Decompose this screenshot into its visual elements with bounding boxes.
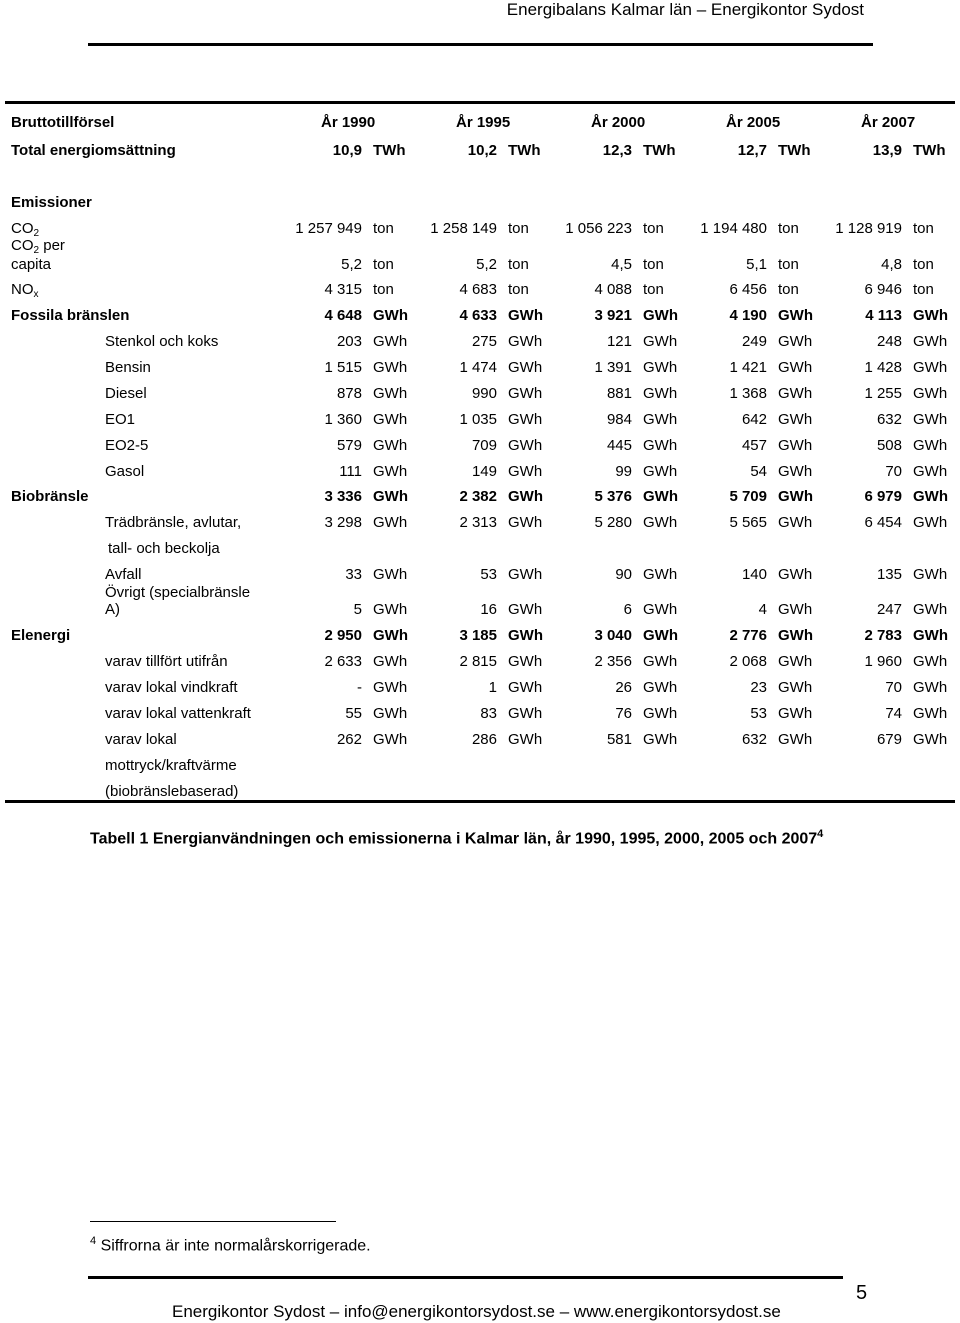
fossil-item-value: 54 bbox=[750, 463, 767, 480]
co2-per-capita-unit: ton bbox=[913, 256, 934, 273]
fossil-item-unit: GWh bbox=[643, 437, 678, 454]
fossil-item-value: 70 bbox=[885, 463, 902, 480]
bio-avfall-value: 135 bbox=[876, 566, 902, 583]
fossil-item-unit: GWh bbox=[913, 437, 948, 454]
el-item-value: 74 bbox=[885, 705, 902, 722]
bio-unit: GWh bbox=[778, 488, 813, 505]
row-label-bio: Biobränsle bbox=[11, 488, 89, 505]
fossil-item-value: 508 bbox=[876, 437, 902, 454]
fossil-value: 4 648 bbox=[324, 307, 362, 324]
column-header-year: År 2007 bbox=[861, 114, 916, 131]
el-item-unit: GWh bbox=[778, 653, 813, 670]
el-item-unit: GWh bbox=[508, 679, 543, 696]
co2-value: 1 258 149 bbox=[430, 220, 497, 237]
co2-per-capita-suffix: per bbox=[39, 237, 65, 254]
row-label-avfall: Avfall bbox=[105, 566, 142, 583]
bio-trad-unit: GWh bbox=[778, 514, 813, 531]
row-label-mottryck-line2: mottryck/kraftvärme bbox=[105, 757, 237, 774]
row-label-fossil-item: EO1 bbox=[105, 411, 136, 428]
bio-trad-value: 3 298 bbox=[324, 514, 362, 531]
fossil-item-value: 1 515 bbox=[324, 359, 362, 376]
el-item-value: 26 bbox=[615, 679, 632, 696]
el-item-unit: GWh bbox=[643, 653, 678, 670]
fossil-item-value: 709 bbox=[471, 437, 497, 454]
fossil-value: 4 633 bbox=[459, 307, 497, 324]
bio-avfall-unit: GWh bbox=[373, 566, 408, 583]
co2-per-capita-unit: ton bbox=[643, 256, 664, 273]
co2-per-capita-value: 5,1 bbox=[746, 256, 767, 273]
row-label-fossil-item: Gasol bbox=[105, 463, 145, 480]
el-item-value: 53 bbox=[750, 705, 767, 722]
fossil-item-unit: GWh bbox=[643, 463, 678, 480]
el-item-value: 70 bbox=[885, 679, 902, 696]
total-value: 10,9 bbox=[332, 142, 362, 159]
row-label-capita: capita bbox=[11, 256, 52, 273]
el-unit: GWh bbox=[508, 627, 543, 644]
co2-per-capita-value: 5,2 bbox=[341, 256, 362, 273]
nox-unit: ton bbox=[373, 281, 394, 298]
el-item-value: 76 bbox=[615, 705, 632, 722]
row-label-fossil-item: EO2-5 bbox=[105, 437, 149, 454]
bio-unit: GWh bbox=[913, 488, 948, 505]
bio-ovrigt-unit: GWh bbox=[508, 601, 543, 618]
co2-unit: ton bbox=[373, 220, 394, 237]
bio-ovrigt-unit: GWh bbox=[373, 601, 408, 618]
co2-unit: ton bbox=[778, 220, 799, 237]
el-item-value: 2 356 bbox=[594, 653, 632, 670]
fossil-item-unit: GWh bbox=[643, 385, 678, 402]
el-item-unit: GWh bbox=[643, 705, 678, 722]
el-item-unit: GWh bbox=[778, 679, 813, 696]
el-value: 2 950 bbox=[324, 627, 362, 644]
row-label-mottryck-line3: (biobränslebaserad) bbox=[105, 783, 239, 800]
footer-contact: Energikontor Sydost – info@energikontorsydost.se – www.energikontorsydost.se bbox=[172, 1302, 781, 1321]
bio-value: 5 709 bbox=[729, 488, 767, 505]
column-header-year: År 1995 bbox=[456, 114, 511, 131]
fossil-item-unit: GWh bbox=[373, 359, 408, 376]
row-label-nox-text: NO bbox=[11, 281, 34, 298]
fossil-unit: GWh bbox=[778, 307, 813, 324]
footer-rule bbox=[88, 1276, 843, 1279]
bio-trad-unit: GWh bbox=[643, 514, 678, 531]
row-label-trad-line2: tall- och beckolja bbox=[108, 540, 220, 557]
el-mottryck-unit: GWh bbox=[373, 731, 408, 748]
fossil-item-unit: GWh bbox=[373, 437, 408, 454]
el-item-unit: GWh bbox=[913, 705, 948, 722]
nox-unit: ton bbox=[778, 281, 799, 298]
row-label-ovrigt-line2: A) bbox=[105, 601, 120, 618]
el-mottryck-unit: GWh bbox=[508, 731, 543, 748]
fossil-item-value: 1 360 bbox=[324, 411, 362, 428]
el-unit: GWh bbox=[778, 627, 813, 644]
fossil-value: 4 113 bbox=[865, 307, 902, 324]
el-item-value: 1 bbox=[488, 679, 497, 696]
table-bottom-rule bbox=[5, 800, 955, 803]
co2-per-capita-unit: ton bbox=[508, 256, 529, 273]
column-header-year: År 2000 bbox=[591, 114, 646, 131]
page-number: 5 bbox=[856, 1282, 868, 1304]
table-caption bbox=[90, 824, 870, 849]
bio-value: 5 376 bbox=[594, 488, 632, 505]
fossil-item-unit: GWh bbox=[373, 411, 408, 428]
row-label-el: Elenergi bbox=[11, 627, 71, 644]
total-value: 13,9 bbox=[872, 142, 902, 159]
el-mottryck-value: 679 bbox=[876, 731, 902, 748]
fossil-item-unit: GWh bbox=[373, 385, 408, 402]
fossil-item-value: 275 bbox=[471, 333, 497, 350]
el-item-unit: GWh bbox=[643, 679, 678, 696]
footnote-text: Siffrorna är inte normalårskorrigerade. bbox=[96, 1237, 371, 1255]
bio-avfall-unit: GWh bbox=[643, 566, 678, 583]
fossil-item-unit: GWh bbox=[643, 359, 678, 376]
fossil-item-unit: GWh bbox=[913, 463, 948, 480]
column-header-year: År 2005 bbox=[726, 114, 781, 131]
fossil-item-value: 1 391 bbox=[594, 359, 632, 376]
fossil-item-unit: GWh bbox=[508, 463, 543, 480]
fossil-item-value: 149 bbox=[471, 463, 497, 480]
column-header-year: År 1990 bbox=[321, 114, 376, 131]
bio-ovrigt-value: 6 bbox=[623, 601, 632, 618]
co2-unit: ton bbox=[508, 220, 529, 237]
el-mottryck-unit: GWh bbox=[913, 731, 948, 748]
fossil-item-value: 445 bbox=[606, 437, 632, 454]
row-label-fossil-item: Stenkol och koks bbox=[105, 333, 219, 350]
nox-value: 4 088 bbox=[594, 281, 632, 298]
row-label-co2-text: CO bbox=[11, 220, 34, 237]
fossil-item-unit: GWh bbox=[913, 385, 948, 402]
el-mottryck-unit: GWh bbox=[778, 731, 813, 748]
bio-trad-unit: GWh bbox=[508, 514, 543, 531]
el-unit: GWh bbox=[373, 627, 408, 644]
fossil-item-value: 99 bbox=[615, 463, 632, 480]
total-unit: TWh bbox=[778, 142, 811, 159]
row-label-el-item: varav tillfört utifrån bbox=[105, 653, 228, 670]
bio-unit: GWh bbox=[643, 488, 678, 505]
fossil-item-value: 457 bbox=[741, 437, 767, 454]
el-item-value: 1 960 bbox=[864, 653, 902, 670]
column-header-label: Bruttotillförsel bbox=[11, 114, 115, 131]
fossil-unit: GWh bbox=[508, 307, 543, 324]
fossil-item-value: 1 421 bbox=[729, 359, 767, 376]
el-mottryck-value: 262 bbox=[336, 731, 362, 748]
bio-trad-unit: GWh bbox=[913, 514, 948, 531]
row-label-fossil: Fossila bränslen bbox=[11, 307, 130, 324]
running-header: Energibalans Kalmar län – Energikontor Sydost bbox=[506, 0, 864, 19]
el-item-value: 2 068 bbox=[729, 653, 767, 670]
fossil-value: 4 190 bbox=[729, 307, 767, 324]
el-item-unit: GWh bbox=[508, 705, 543, 722]
nox-value: 4 315 bbox=[324, 281, 362, 298]
fossil-item-value: 1 474 bbox=[459, 359, 497, 376]
footnote bbox=[90, 1231, 371, 1256]
fossil-item-unit: GWh bbox=[508, 437, 543, 454]
footnote-rule bbox=[90, 1221, 336, 1222]
fossil-item-unit: GWh bbox=[508, 385, 543, 402]
row-label-nox bbox=[11, 281, 39, 301]
co2-per-capita-unit: ton bbox=[373, 256, 394, 273]
row-label-co2-per-capita bbox=[11, 237, 65, 257]
el-item-value: 2 633 bbox=[324, 653, 362, 670]
fossil-item-unit: GWh bbox=[508, 411, 543, 428]
co2-per-capita-value: 5,2 bbox=[476, 256, 497, 273]
total-unit: TWh bbox=[913, 142, 946, 159]
nox-value: 6 946 bbox=[864, 281, 902, 298]
bio-avfall-value: 90 bbox=[615, 566, 632, 583]
fossil-item-value: 1 368 bbox=[729, 385, 767, 402]
el-item-unit: GWh bbox=[373, 653, 408, 670]
fossil-item-value: 881 bbox=[606, 385, 632, 402]
co2-per-capita-value: 4,8 bbox=[881, 256, 902, 273]
fossil-item-unit: GWh bbox=[778, 463, 813, 480]
fossil-item-unit: GWh bbox=[778, 333, 813, 350]
fossil-item-unit: GWh bbox=[778, 437, 813, 454]
nox-unit: ton bbox=[643, 281, 664, 298]
fossil-item-unit: GWh bbox=[643, 333, 678, 350]
el-item-value: - bbox=[357, 679, 362, 696]
bio-value: 6 979 bbox=[864, 488, 902, 505]
fossil-item-value: 111 bbox=[339, 463, 362, 480]
fossil-item-value: 249 bbox=[741, 333, 767, 350]
nox-unit: ton bbox=[913, 281, 934, 298]
el-item-unit: GWh bbox=[913, 679, 948, 696]
fossil-unit: GWh bbox=[643, 307, 678, 324]
section-title-emissions: Emissioner bbox=[11, 194, 92, 211]
row-label-fossil-item: Diesel bbox=[105, 385, 147, 402]
el-unit: GWh bbox=[913, 627, 948, 644]
el-item-unit: GWh bbox=[508, 653, 543, 670]
bio-ovrigt-unit: GWh bbox=[913, 601, 948, 618]
co2-value: 1 257 949 bbox=[295, 220, 362, 237]
row-label-nox-subscript: x bbox=[33, 289, 39, 300]
table-top-rule bbox=[5, 101, 955, 104]
co2-value: 1 128 919 bbox=[835, 220, 902, 237]
bio-trad-value: 5 280 bbox=[594, 514, 632, 531]
el-value: 3 040 bbox=[594, 627, 632, 644]
co2-per-capita-value: 4,5 bbox=[611, 256, 632, 273]
bio-avfall-value: 33 bbox=[345, 566, 362, 583]
bio-ovrigt-unit: GWh bbox=[643, 601, 678, 618]
co2-per-capita-subscript: 2 bbox=[33, 245, 40, 256]
nox-value: 6 456 bbox=[729, 281, 767, 298]
el-item-value: 83 bbox=[480, 705, 497, 722]
bio-trad-value: 2 313 bbox=[459, 514, 497, 531]
total-unit: TWh bbox=[643, 142, 676, 159]
bio-avfall-value: 140 bbox=[741, 566, 767, 583]
bio-unit: GWh bbox=[508, 488, 543, 505]
el-value: 2 783 bbox=[864, 627, 902, 644]
co2-unit: ton bbox=[643, 220, 664, 237]
el-item-value: 55 bbox=[345, 705, 362, 722]
el-item-unit: GWh bbox=[373, 705, 408, 722]
nox-unit: ton bbox=[508, 281, 529, 298]
el-item-value: 2 815 bbox=[459, 653, 497, 670]
fossil-item-unit: GWh bbox=[778, 385, 813, 402]
fossil-item-value: 878 bbox=[336, 385, 362, 402]
fossil-item-unit: GWh bbox=[913, 333, 948, 350]
el-value: 3 185 bbox=[459, 627, 497, 644]
fossil-item-value: 1 255 bbox=[864, 385, 902, 402]
co2-value: 1 056 223 bbox=[565, 220, 632, 237]
row-label-el-item: varav lokal vindkraft bbox=[105, 679, 238, 696]
bio-ovrigt-value: 5 bbox=[353, 601, 362, 618]
el-mottryck-value: 632 bbox=[741, 731, 767, 748]
el-unit: GWh bbox=[643, 627, 678, 644]
fossil-item-value: 642 bbox=[741, 411, 767, 428]
bio-unit: GWh bbox=[373, 488, 408, 505]
total-unit: TWh bbox=[373, 142, 406, 159]
caption-text: Tabell 1 Energianvändningen och emissionerna i Kalmar län, år 1990, 1995, 2000, 2005 och 2007 bbox=[90, 830, 818, 848]
co2-unit: ton bbox=[913, 220, 934, 237]
el-mottryck-value: 286 bbox=[471, 731, 497, 748]
fossil-unit: GWh bbox=[373, 307, 408, 324]
total-value: 12,7 bbox=[737, 142, 767, 159]
co2-per-capita-text: CO bbox=[11, 237, 34, 254]
row-label-fossil-item: Bensin bbox=[105, 359, 151, 376]
el-mottryck-unit: GWh bbox=[643, 731, 678, 748]
row-label-ovrigt-line1: Övrigt (specialbränsle bbox=[105, 584, 251, 601]
fossil-item-unit: GWh bbox=[913, 411, 948, 428]
bio-ovrigt-unit: GWh bbox=[778, 601, 813, 618]
fossil-item-value: 984 bbox=[606, 411, 632, 428]
el-item-value: 23 bbox=[750, 679, 767, 696]
caption-footnote-ref: 4 bbox=[817, 828, 824, 840]
el-item-unit: GWh bbox=[373, 679, 408, 696]
co2-per-capita-unit: ton bbox=[778, 256, 799, 273]
bio-avfall-value: 53 bbox=[480, 566, 497, 583]
fossil-item-unit: GWh bbox=[373, 463, 408, 480]
fossil-item-unit: GWh bbox=[373, 333, 408, 350]
bio-avfall-unit: GWh bbox=[778, 566, 813, 583]
fossil-value: 3 921 bbox=[594, 307, 632, 324]
row-label-co2-subscript: 2 bbox=[33, 228, 40, 239]
footnote-number: 4 bbox=[90, 1235, 97, 1247]
fossil-item-value: 1 428 bbox=[864, 359, 902, 376]
fossil-item-unit: GWh bbox=[508, 359, 543, 376]
bio-avfall-unit: GWh bbox=[913, 566, 948, 583]
nox-value: 4 683 bbox=[459, 281, 497, 298]
total-value: 12,3 bbox=[602, 142, 632, 159]
bio-value: 2 382 bbox=[459, 488, 497, 505]
fossil-item-value: 632 bbox=[876, 411, 902, 428]
bio-ovrigt-value: 247 bbox=[876, 601, 902, 618]
total-value: 10,2 bbox=[467, 142, 497, 159]
fossil-item-value: 990 bbox=[471, 385, 497, 402]
header-rule bbox=[88, 43, 873, 46]
bio-ovrigt-value: 16 bbox=[480, 601, 497, 618]
fossil-item-value: 1 035 bbox=[459, 411, 497, 428]
fossil-item-value: 248 bbox=[876, 333, 902, 350]
fossil-item-unit: GWh bbox=[778, 411, 813, 428]
fossil-item-unit: GWh bbox=[778, 359, 813, 376]
total-unit: TWh bbox=[508, 142, 541, 159]
bio-ovrigt-value: 4 bbox=[758, 601, 767, 618]
fossil-item-unit: GWh bbox=[508, 333, 543, 350]
bio-value: 3 336 bbox=[324, 488, 362, 505]
bio-trad-unit: GWh bbox=[373, 514, 408, 531]
fossil-item-unit: GWh bbox=[643, 411, 678, 428]
fossil-item-value: 203 bbox=[336, 333, 362, 350]
bio-trad-value: 6 454 bbox=[864, 514, 902, 531]
el-value: 2 776 bbox=[729, 627, 767, 644]
bio-trad-value: 5 565 bbox=[729, 514, 767, 531]
fossil-item-value: 579 bbox=[336, 437, 362, 454]
fossil-item-value: 121 bbox=[606, 333, 632, 350]
fossil-unit: GWh bbox=[913, 307, 948, 324]
row-label-total: Total energiomsättning bbox=[11, 142, 176, 159]
bio-avfall-unit: GWh bbox=[508, 566, 543, 583]
co2-value: 1 194 480 bbox=[700, 220, 767, 237]
row-label-el-item: varav lokal vattenkraft bbox=[105, 705, 251, 722]
row-label-mottryck-line1: varav lokal bbox=[105, 731, 177, 748]
fossil-item-unit: GWh bbox=[913, 359, 948, 376]
row-label-trad-line1: Trädbränsle, avlutar, bbox=[105, 514, 242, 531]
el-item-unit: GWh bbox=[778, 705, 813, 722]
el-item-unit: GWh bbox=[913, 653, 948, 670]
el-mottryck-value: 581 bbox=[606, 731, 632, 748]
